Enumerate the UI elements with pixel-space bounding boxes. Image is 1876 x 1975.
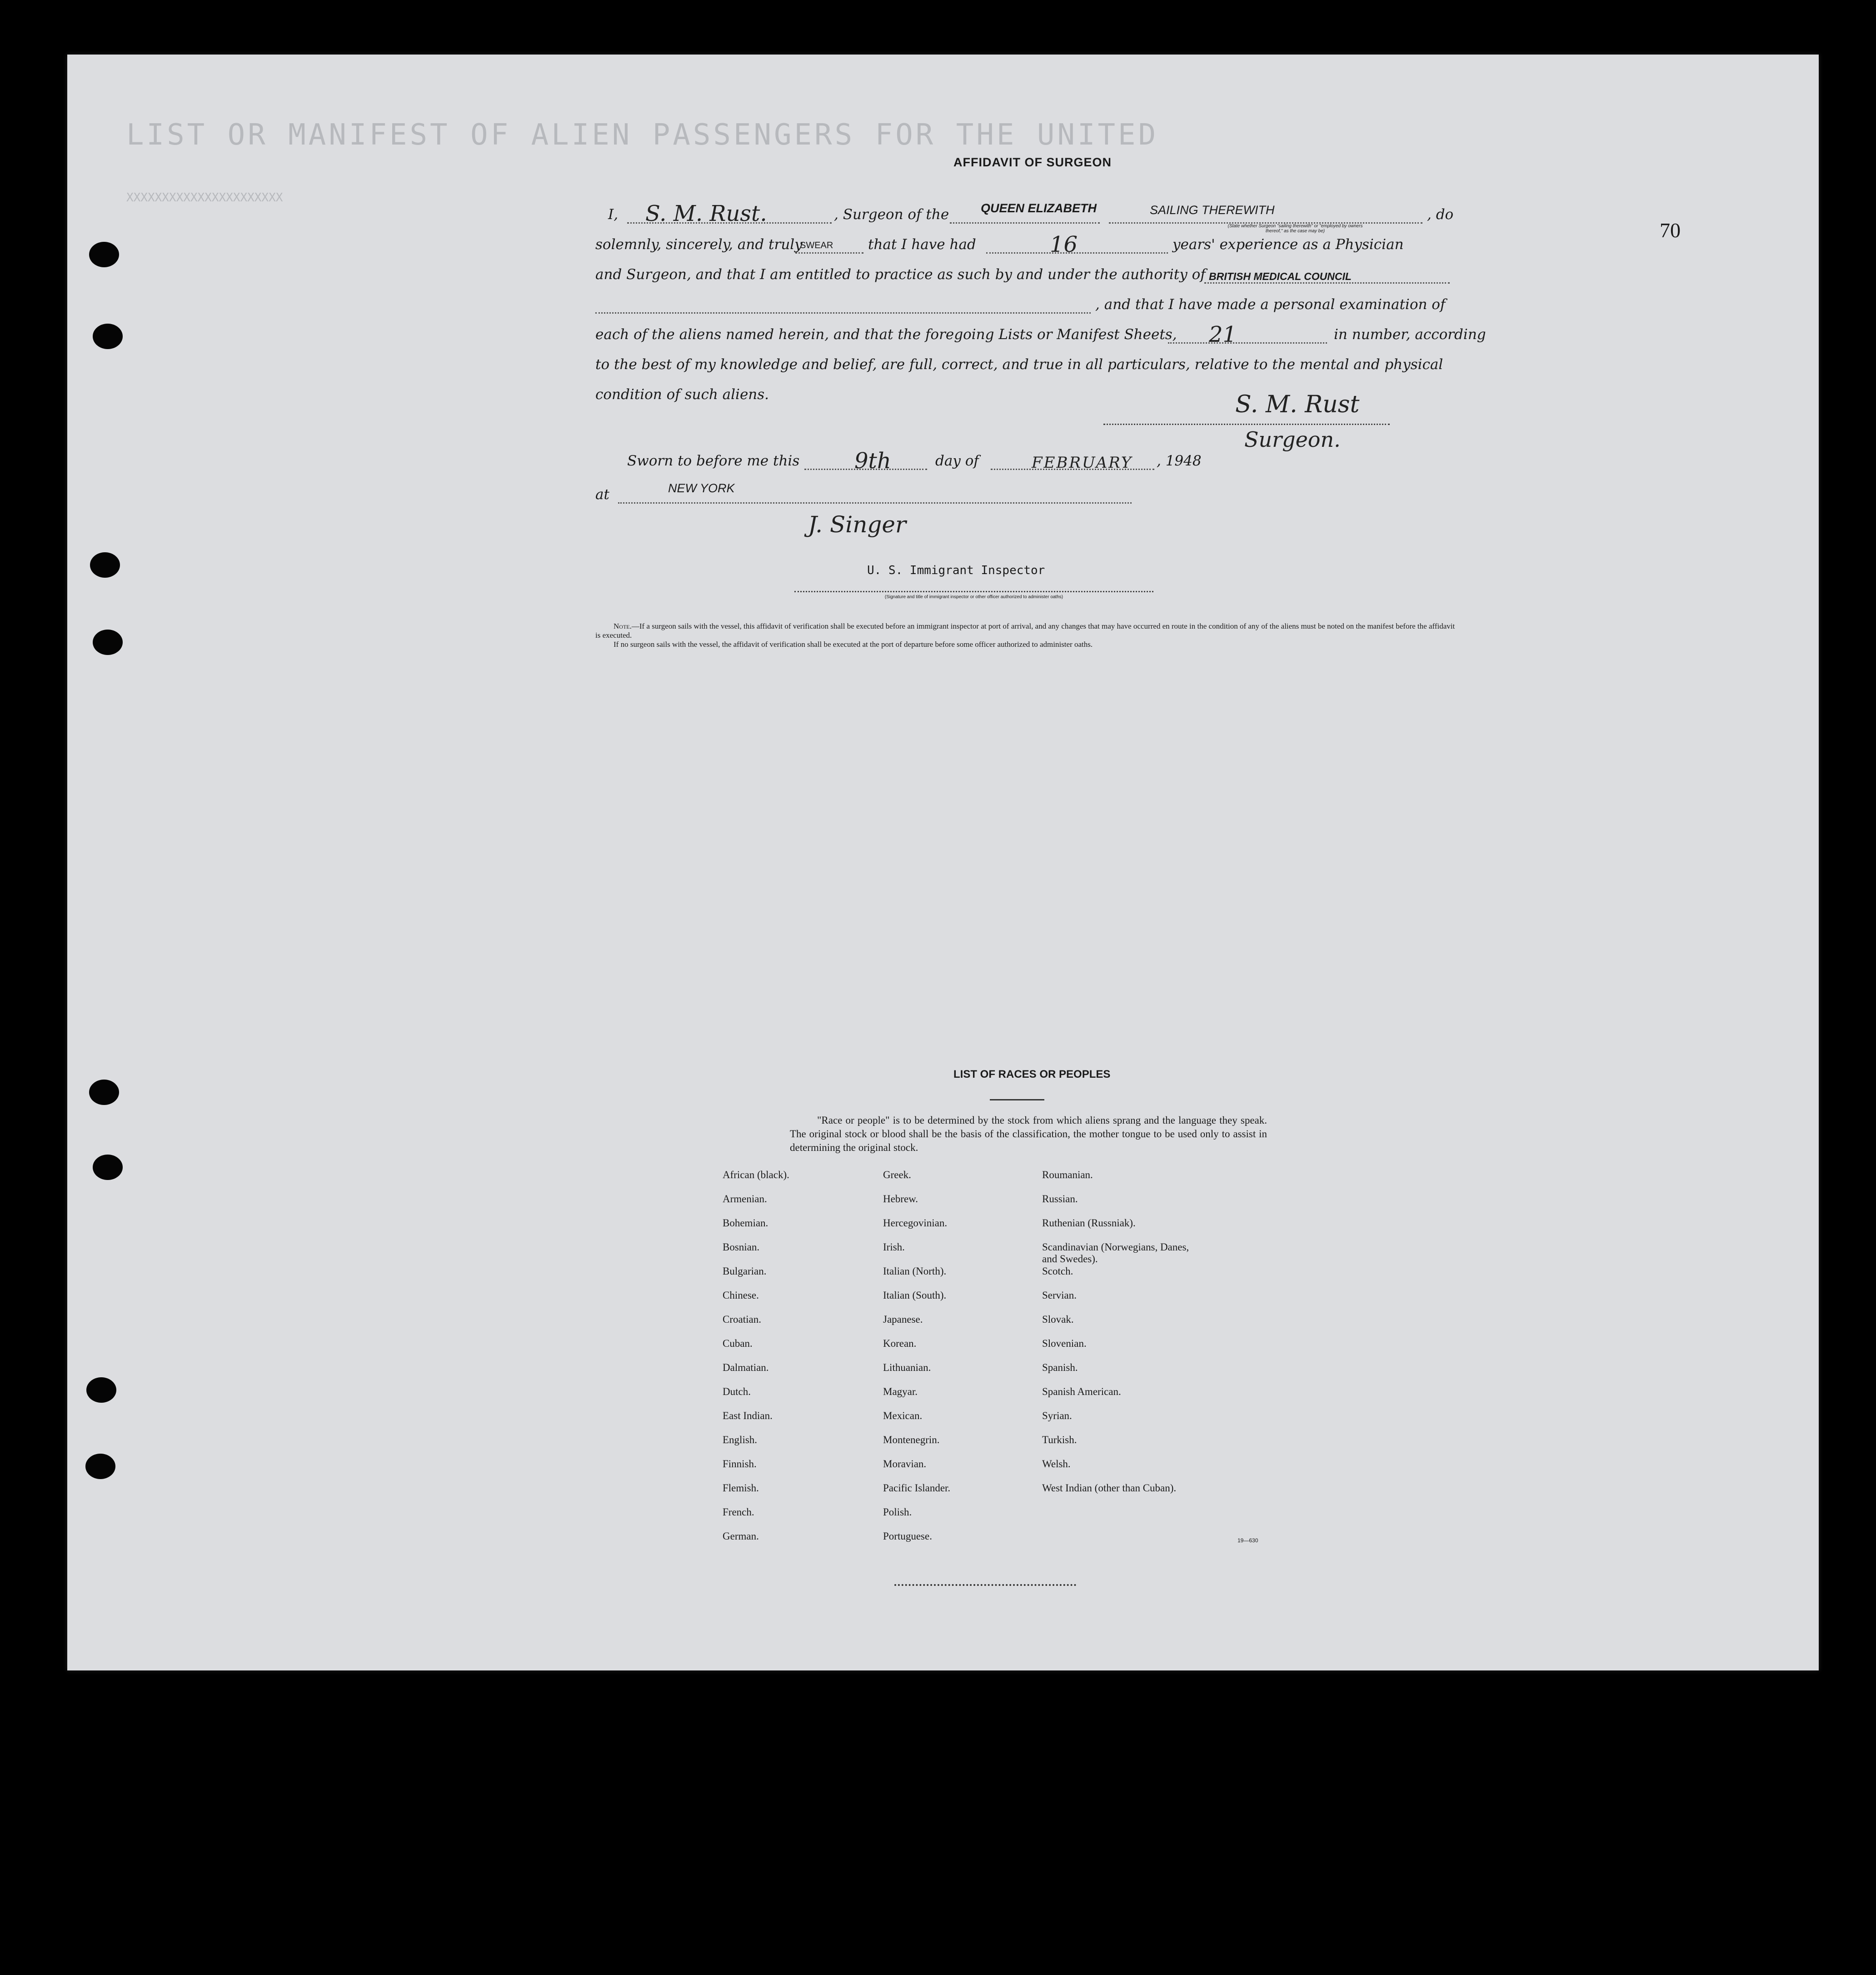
note-text-1: —If a surgeon sails with the vessel, this affidavit of verification shall be executed before an immigrant inspector at port of arrival, and any changes that may have occurred en route in the condition of any of the aliens must be noted on the manifest before the affidavit is executed. <box>595 622 1455 640</box>
note-label: Note. <box>614 622 632 630</box>
inspector-signature-line <box>794 591 1153 592</box>
race-item: Moravian. <box>883 1458 927 1470</box>
authority-stamp: BRITISH MEDICAL COUNCIL <box>1209 270 1352 282</box>
bottom-dots <box>894 1584 1076 1586</box>
race-item: Armenian. <box>723 1193 767 1205</box>
line-text: , Surgeon of the <box>834 206 949 223</box>
binder-hole <box>93 630 123 655</box>
races-column-1 <box>723 1169 789 1555</box>
line-text: to the best of my knowledge and belief, are full, correct, and true in all particulars, relative to the mental and physical <box>595 356 1443 373</box>
race-item: Portuguese. <box>883 1530 932 1542</box>
line-text: solemnly, sincerely, and truly <box>595 236 803 253</box>
affidavit-line-6 <box>595 350 1458 378</box>
affidavit-title: AFFIDAVIT OF SURGEON <box>953 155 1112 169</box>
affidavit-line-5 <box>595 320 1486 348</box>
line-text: in number, according <box>1334 326 1486 343</box>
line-text: at <box>595 486 609 503</box>
surgeon-title: Surgeon. <box>1244 427 1341 452</box>
verification-note <box>595 622 1459 649</box>
race-item: Slovak. <box>1042 1314 1074 1325</box>
binder-hole <box>86 1377 116 1403</box>
race-item: Ruthenian (Russniak). <box>1042 1217 1136 1229</box>
line-text: years' experience as a Physician <box>1172 236 1404 253</box>
race-item: Polish. <box>883 1506 912 1518</box>
race-item: Hebrew. <box>883 1193 918 1205</box>
bleed-through-text: XXXXXXXXXXXXXXXXXXXXXX <box>126 191 283 205</box>
race-item: Japanese. <box>883 1314 923 1325</box>
race-item: African (black). <box>723 1169 789 1180</box>
fill-line <box>618 502 1132 504</box>
sworn-line <box>595 446 1458 475</box>
race-item: Mexican. <box>883 1410 923 1421</box>
binder-hole <box>89 242 119 267</box>
affidavit-line-3 <box>595 260 1458 288</box>
races-column-3 <box>1042 1169 1192 1506</box>
race-item: Bohemian. <box>723 1217 768 1229</box>
race-item: Chinese. <box>723 1290 759 1301</box>
fill-line <box>1204 282 1450 284</box>
race-item: Lithuanian. <box>883 1362 931 1373</box>
line-text: day of <box>935 453 979 469</box>
place-stamp: NEW YORK <box>668 481 735 495</box>
surgeon-name: S. M. Rust. <box>645 201 767 226</box>
race-item: Italian (North). <box>883 1265 947 1277</box>
race-item: Slovenian. <box>1042 1338 1087 1349</box>
title-rule <box>990 1099 1044 1100</box>
fill-line <box>950 222 1100 224</box>
sailing-status-stamp: SAILING THEREWITH <box>1150 203 1275 217</box>
manifest-page <box>67 55 1819 1670</box>
line-text: I, <box>608 206 619 223</box>
fill-line <box>595 312 1091 314</box>
signature-line <box>1103 424 1390 425</box>
line-text: that I have had <box>868 236 976 253</box>
race-item: Cuban. <box>723 1338 753 1349</box>
race-item: Bosnian. <box>723 1241 760 1253</box>
race-item: Syrian. <box>1042 1410 1072 1421</box>
fill-line <box>1168 342 1327 344</box>
race-item: Servian. <box>1042 1290 1077 1301</box>
affidavit-line-2 <box>595 230 1458 258</box>
race-item: English. <box>723 1434 758 1445</box>
race-item: Hercegovinian. <box>883 1217 948 1229</box>
race-item: Italian (South). <box>883 1290 947 1301</box>
races-intro: "Race or people" is to be determined by the stock from which aliens sprang and the language they speak. The original stock or blood shall be the basis of the classification, the mother tongue to be used only to assist in determining the original stock. <box>790 1115 1267 1153</box>
race-item: Roumanian. <box>1042 1169 1093 1180</box>
race-item: Magyar. <box>883 1386 918 1397</box>
note-text-2: If no surgeon sails with the vessel, the affidavit of verification shall be executed at the port of departure before some officer authorized to administer oaths. <box>614 640 1093 649</box>
page-number: 70 <box>1660 219 1681 242</box>
race-item: Dalmatian. <box>723 1362 769 1373</box>
line-text: , and that I have made a personal examination of <box>1095 296 1446 313</box>
sworn-year: , 1948 <box>1157 453 1202 469</box>
binder-hole <box>93 1155 123 1180</box>
affidavit-line-1 <box>595 200 1458 234</box>
ship-name-stamp: QUEEN ELIZABETH <box>981 201 1097 215</box>
race-item: Greek. <box>883 1169 911 1180</box>
race-item: West Indian (other than Cuban). <box>1042 1482 1177 1494</box>
sworn-day: 9th <box>854 448 891 474</box>
status-caption: (State whether Surgeon "sailing therewith" or "employed by owners thereof," as the case may be) <box>1227 224 1363 234</box>
affidavit-line-4 <box>595 290 1458 318</box>
place-line <box>595 480 1458 508</box>
race-item: Bulgarian. <box>723 1265 767 1277</box>
line-text: , do <box>1427 206 1454 223</box>
race-item: Pacific Islander. <box>883 1482 951 1494</box>
race-item: Spanish American. <box>1042 1386 1121 1397</box>
race-item: Russian. <box>1042 1193 1078 1205</box>
fill-line <box>795 252 863 254</box>
years-experience: 16 <box>1050 232 1078 257</box>
races-title: LIST OF RACES OR PEOPLES <box>953 1068 1111 1080</box>
surgeon-signature: S. M. Rust <box>1235 391 1360 418</box>
binder-hole <box>89 1080 119 1105</box>
race-item: French. <box>723 1506 754 1518</box>
inspector-title-stamp: U. S. Immigrant Inspector <box>867 564 1045 577</box>
sworn-month: FEBRUARY <box>1032 454 1133 472</box>
line-text: condition of such aliens. <box>595 386 769 403</box>
race-item: Croatian. <box>723 1314 761 1325</box>
race-item: Dutch. <box>723 1386 751 1397</box>
race-item: Montenegrin. <box>883 1434 940 1445</box>
race-item: Irish. <box>883 1241 905 1253</box>
race-item: Scotch. <box>1042 1265 1073 1277</box>
line-text: each of the aliens named herein, and that the foregoing Lists or Manifest Sheets, <box>595 326 1177 343</box>
race-item: German. <box>723 1530 759 1542</box>
inspector-caption: (Signature and title of immigrant inspector or other officer authorized to administer oaths) <box>884 595 1063 600</box>
inspector-signature: J. Singer <box>808 511 906 538</box>
bleed-through-text: LIST OR MANIFEST OF ALIEN PASSENGERS FOR THE UNITED <box>126 118 1159 152</box>
binder-hole <box>93 324 123 349</box>
race-item: Spanish. <box>1042 1362 1078 1373</box>
binder-hole <box>85 1454 115 1479</box>
form-number: 19—630 <box>1237 1537 1258 1544</box>
races-column-2 <box>883 1169 950 1555</box>
race-item: Korean. <box>883 1338 917 1349</box>
binder-hole <box>90 552 120 578</box>
race-item: East Indian. <box>723 1410 773 1421</box>
oath-word: SWEAR <box>800 240 833 250</box>
sheet-count: 21 <box>1209 322 1237 347</box>
line-text: Sworn to before me this <box>627 453 800 469</box>
race-item: Welsh. <box>1042 1458 1071 1470</box>
race-item: Flemish. <box>723 1482 759 1494</box>
race-item: Scandinavian (Norwegians, Danes, and Swedes). <box>1042 1241 1189 1265</box>
race-item: Finnish. <box>723 1458 757 1470</box>
line-text: and Surgeon, and that I am entitled to practice as such by and under the authority of <box>595 266 1206 283</box>
race-item: Turkish. <box>1042 1434 1077 1445</box>
